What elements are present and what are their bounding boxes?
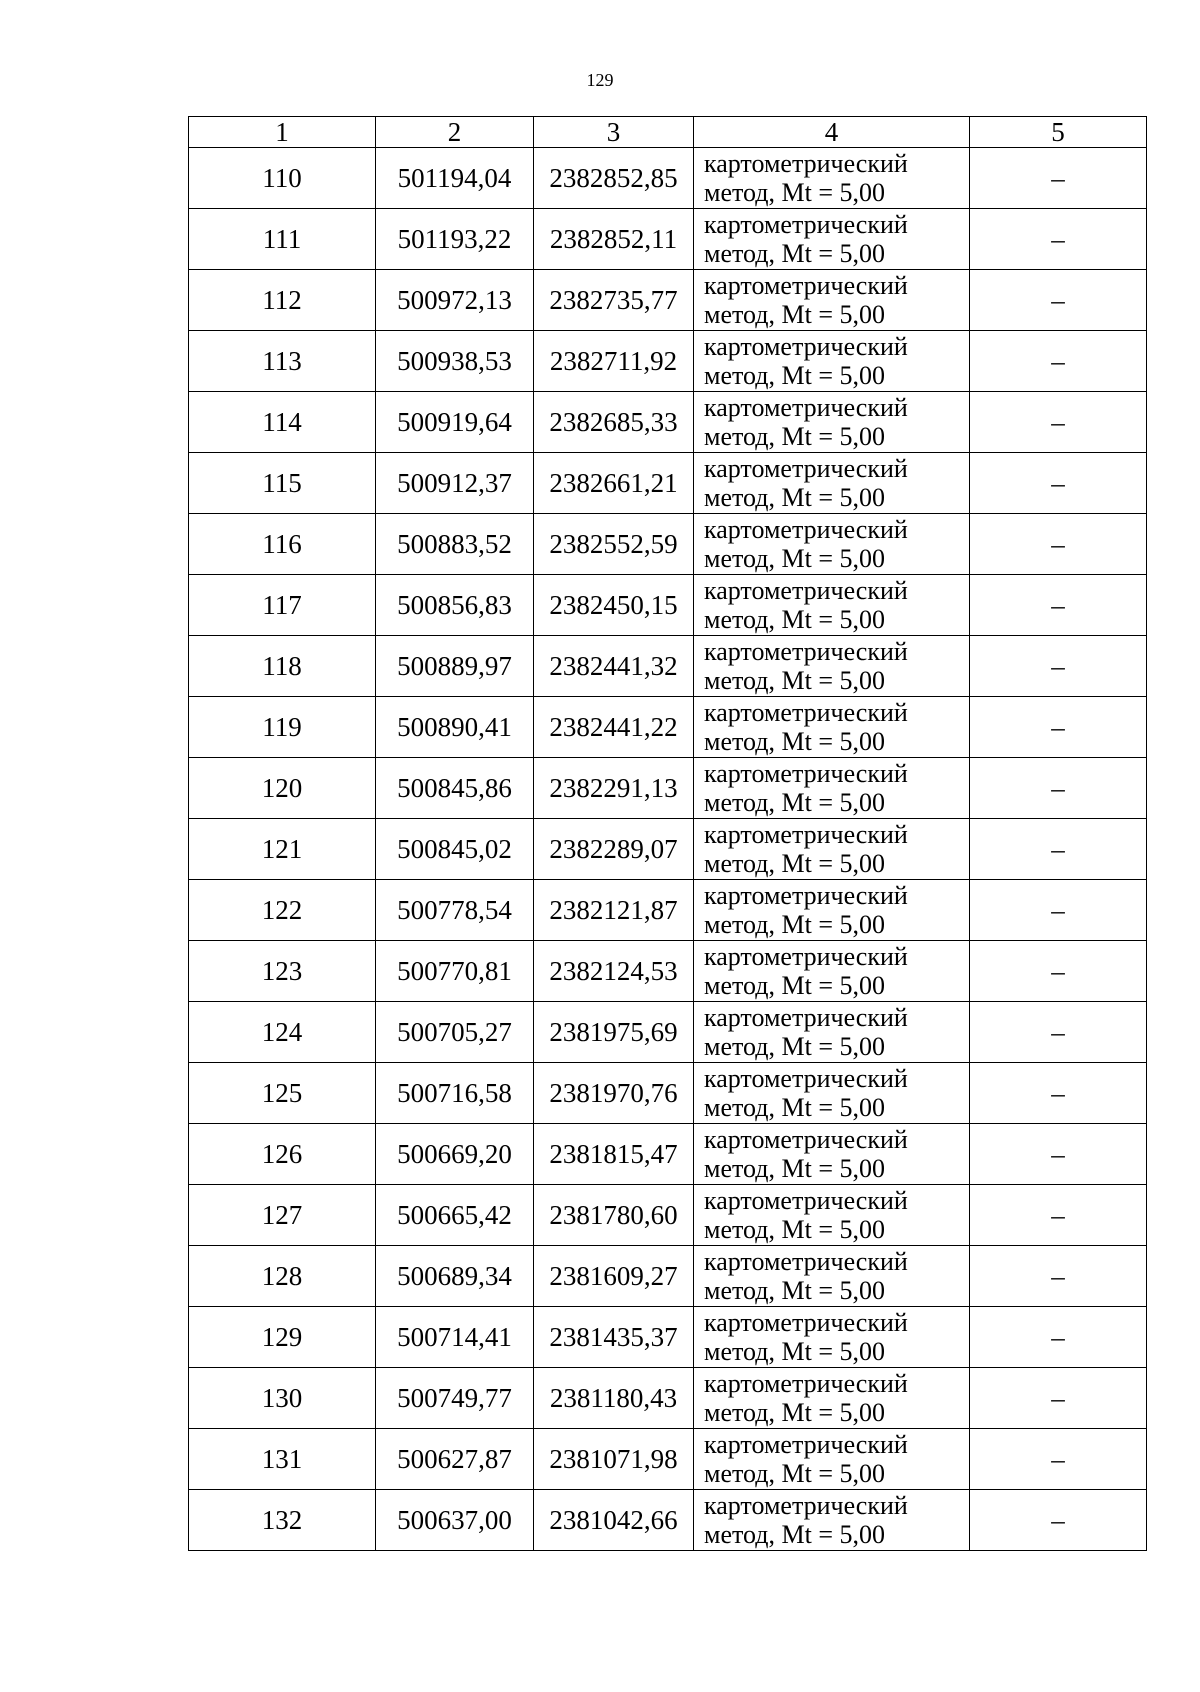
- note-cell: –: [970, 941, 1147, 1002]
- note-cell: –: [970, 575, 1147, 636]
- table-row: [189, 1429, 1147, 1490]
- point-number-cell: 118: [189, 636, 376, 697]
- method-cell: [694, 148, 970, 209]
- y-coordinate-cell: 2381970,76: [534, 1063, 694, 1124]
- method-line-2: метод, Mt = 5,00: [704, 971, 885, 1000]
- table-header: [189, 117, 1147, 148]
- note-cell: –: [970, 1246, 1147, 1307]
- method-line-2: метод, Mt = 5,00: [704, 849, 885, 878]
- y-coordinate-cell: 2381815,47: [534, 1124, 694, 1185]
- method-line-2: метод, Mt = 5,00: [704, 1276, 885, 1305]
- method-line-1: картометрический: [704, 1125, 908, 1154]
- method-line-1: картометрический: [704, 698, 908, 727]
- y-coordinate-cell: 2381435,37: [534, 1307, 694, 1368]
- x-coordinate-cell: 500912,37: [376, 453, 534, 514]
- y-coordinate-cell: 2381071,98: [534, 1429, 694, 1490]
- note-cell: –: [970, 1490, 1147, 1551]
- y-coordinate-cell: 2382441,32: [534, 636, 694, 697]
- table-row: [189, 453, 1147, 514]
- method-line-2: метод, Mt = 5,00: [704, 422, 885, 451]
- table-row: [189, 697, 1147, 758]
- point-number-cell: 123: [189, 941, 376, 1002]
- y-coordinate-cell: 2382450,15: [534, 575, 694, 636]
- note-cell: –: [970, 1368, 1147, 1429]
- y-coordinate-cell: 2382735,77: [534, 270, 694, 331]
- method-cell: [694, 1124, 970, 1185]
- point-number-cell: 120: [189, 758, 376, 819]
- method-cell: [694, 1002, 970, 1063]
- note-cell: –: [970, 758, 1147, 819]
- method-line-1: картометрический: [704, 881, 908, 910]
- method-line-1: картометрический: [704, 271, 908, 300]
- table-body: [189, 148, 1147, 1551]
- method-line-2: метод, Mt = 5,00: [704, 1093, 885, 1122]
- note-cell: –: [970, 392, 1147, 453]
- page-number: 129: [586, 70, 614, 90]
- method-line-2: метод, Mt = 5,00: [704, 1459, 885, 1488]
- method-line-2: метод, Mt = 5,00: [704, 544, 885, 573]
- note-cell: –: [970, 819, 1147, 880]
- method-line-1: картометрический: [704, 1369, 908, 1398]
- method-line-2: метод, Mt = 5,00: [704, 1398, 885, 1427]
- method-cell: [694, 1307, 970, 1368]
- x-coordinate-cell: 500689,34: [376, 1246, 534, 1307]
- y-coordinate-cell: 2382711,92: [534, 331, 694, 392]
- method-line-2: метод, Mt = 5,00: [704, 178, 885, 207]
- x-coordinate-cell: 500749,77: [376, 1368, 534, 1429]
- y-coordinate-cell: 2382291,13: [534, 758, 694, 819]
- table-row: [189, 1124, 1147, 1185]
- method-cell: [694, 758, 970, 819]
- method-cell: [694, 331, 970, 392]
- method-cell: [694, 941, 970, 1002]
- method-cell: [694, 453, 970, 514]
- x-coordinate-cell: 500778,54: [376, 880, 534, 941]
- y-coordinate-cell: 2381609,27: [534, 1246, 694, 1307]
- method-cell: [694, 514, 970, 575]
- y-coordinate-cell: 2382661,21: [534, 453, 694, 514]
- column-header-2: 2: [376, 117, 534, 148]
- y-coordinate-cell: 2381042,66: [534, 1490, 694, 1551]
- note-cell: –: [970, 209, 1147, 270]
- note-cell: –: [970, 1429, 1147, 1490]
- point-number-cell: 128: [189, 1246, 376, 1307]
- point-number-cell: 129: [189, 1307, 376, 1368]
- method-line-2: метод, Mt = 5,00: [704, 1337, 885, 1366]
- method-line-1: картометрический: [704, 1186, 908, 1215]
- note-cell: –: [970, 148, 1147, 209]
- method-line-2: метод, Mt = 5,00: [704, 910, 885, 939]
- method-line-1: картометрический: [704, 1003, 908, 1032]
- table-row: [189, 514, 1147, 575]
- note-cell: –: [970, 880, 1147, 941]
- method-line-1: картометрический: [704, 1247, 908, 1276]
- table-row: [189, 1063, 1147, 1124]
- y-coordinate-cell: 2382685,33: [534, 392, 694, 453]
- y-coordinate-cell: 2382289,07: [534, 819, 694, 880]
- note-cell: –: [970, 697, 1147, 758]
- method-line-1: картометрический: [704, 820, 908, 849]
- method-line-2: метод, Mt = 5,00: [704, 666, 885, 695]
- table-row: [189, 1002, 1147, 1063]
- point-number-cell: 121: [189, 819, 376, 880]
- method-line-2: метод, Mt = 5,00: [704, 1154, 885, 1183]
- y-coordinate-cell: 2381180,43: [534, 1368, 694, 1429]
- x-coordinate-cell: 500716,58: [376, 1063, 534, 1124]
- point-number-cell: 114: [189, 392, 376, 453]
- y-coordinate-cell: 2382441,22: [534, 697, 694, 758]
- note-cell: –: [970, 514, 1147, 575]
- method-cell: [694, 209, 970, 270]
- method-line-2: метод, Mt = 5,00: [704, 300, 885, 329]
- note-cell: –: [970, 1002, 1147, 1063]
- point-number-cell: 111: [189, 209, 376, 270]
- x-coordinate-cell: 500637,00: [376, 1490, 534, 1551]
- note-cell: –: [970, 1063, 1147, 1124]
- table-row: [189, 636, 1147, 697]
- y-coordinate-cell: 2382852,85: [534, 148, 694, 209]
- method-line-2: метод, Mt = 5,00: [704, 1215, 885, 1244]
- note-cell: –: [970, 270, 1147, 331]
- x-coordinate-cell: 500714,41: [376, 1307, 534, 1368]
- point-number-cell: 116: [189, 514, 376, 575]
- y-coordinate-cell: 2381975,69: [534, 1002, 694, 1063]
- point-number-cell: 132: [189, 1490, 376, 1551]
- point-number-cell: 117: [189, 575, 376, 636]
- x-coordinate-cell: 500938,53: [376, 331, 534, 392]
- point-number-cell: 125: [189, 1063, 376, 1124]
- method-line-2: метод, Mt = 5,00: [704, 605, 885, 634]
- method-cell: [694, 1246, 970, 1307]
- point-number-cell: 119: [189, 697, 376, 758]
- x-coordinate-cell: 500890,41: [376, 697, 534, 758]
- method-line-2: метод, Mt = 5,00: [704, 361, 885, 390]
- y-coordinate-cell: 2382552,59: [534, 514, 694, 575]
- method-line-2: метод, Mt = 5,00: [704, 788, 885, 817]
- method-line-1: картометрический: [704, 332, 908, 361]
- point-number-cell: 127: [189, 1185, 376, 1246]
- table-row: [189, 880, 1147, 941]
- x-coordinate-cell: 500919,64: [376, 392, 534, 453]
- point-number-cell: 122: [189, 880, 376, 941]
- point-number-cell: 124: [189, 1002, 376, 1063]
- note-cell: –: [970, 1307, 1147, 1368]
- method-cell: [694, 1368, 970, 1429]
- header-row: [189, 117, 1147, 148]
- note-cell: –: [970, 1185, 1147, 1246]
- point-number-cell: 115: [189, 453, 376, 514]
- point-number-cell: 110: [189, 148, 376, 209]
- table-row: [189, 392, 1147, 453]
- method-cell: [694, 819, 970, 880]
- x-coordinate-cell: 500972,13: [376, 270, 534, 331]
- x-coordinate-cell: 501193,22: [376, 209, 534, 270]
- method-line-1: картометрический: [704, 393, 908, 422]
- table-row: [189, 575, 1147, 636]
- point-number-cell: 113: [189, 331, 376, 392]
- x-coordinate-cell: 500669,20: [376, 1124, 534, 1185]
- method-cell: [694, 1490, 970, 1551]
- method-line-2: метод, Mt = 5,00: [704, 727, 885, 756]
- table-row: [189, 270, 1147, 331]
- y-coordinate-cell: 2382121,87: [534, 880, 694, 941]
- x-coordinate-cell: 500845,86: [376, 758, 534, 819]
- table-row: [189, 1185, 1147, 1246]
- column-header-1: 1: [189, 117, 376, 148]
- x-coordinate-cell: 500705,27: [376, 1002, 534, 1063]
- method-line-1: картометрический: [704, 1491, 908, 1520]
- y-coordinate-cell: 2382124,53: [534, 941, 694, 1002]
- method-cell: [694, 1429, 970, 1490]
- method-cell: [694, 880, 970, 941]
- method-line-1: картометрический: [704, 1430, 908, 1459]
- method-line-2: метод, Mt = 5,00: [704, 239, 885, 268]
- column-header-4: 4: [694, 117, 970, 148]
- note-cell: –: [970, 453, 1147, 514]
- method-line-1: картометрический: [704, 942, 908, 971]
- table-row: [189, 1307, 1147, 1368]
- table-row: [189, 148, 1147, 209]
- method-cell: [694, 392, 970, 453]
- method-line-1: картометрический: [704, 759, 908, 788]
- x-coordinate-cell: 500627,87: [376, 1429, 534, 1490]
- table-row: [189, 1368, 1147, 1429]
- x-coordinate-cell: 500845,02: [376, 819, 534, 880]
- x-coordinate-cell: 500889,97: [376, 636, 534, 697]
- table-row: [189, 941, 1147, 1002]
- coordinates-table: [188, 116, 1147, 1551]
- column-header-3: 3: [534, 117, 694, 148]
- method-cell: [694, 697, 970, 758]
- method-line-1: картометрический: [704, 210, 908, 239]
- method-cell: [694, 1185, 970, 1246]
- column-header-5: 5: [970, 117, 1147, 148]
- method-line-1: картометрический: [704, 454, 908, 483]
- table-row: [189, 209, 1147, 270]
- method-line-1: картометрический: [704, 1064, 908, 1093]
- x-coordinate-cell: 500856,83: [376, 575, 534, 636]
- point-number-cell: 130: [189, 1368, 376, 1429]
- x-coordinate-cell: 500883,52: [376, 514, 534, 575]
- method-cell: [694, 270, 970, 331]
- y-coordinate-cell: 2381780,60: [534, 1185, 694, 1246]
- note-cell: –: [970, 1124, 1147, 1185]
- point-number-cell: 112: [189, 270, 376, 331]
- x-coordinate-cell: 500665,42: [376, 1185, 534, 1246]
- method-line-2: метод, Mt = 5,00: [704, 1520, 885, 1549]
- method-line-2: метод, Mt = 5,00: [704, 1032, 885, 1061]
- method-line-1: картометрический: [704, 637, 908, 666]
- method-line-1: картометрический: [704, 515, 908, 544]
- x-coordinate-cell: 500770,81: [376, 941, 534, 1002]
- table-row: [189, 819, 1147, 880]
- note-cell: –: [970, 331, 1147, 392]
- method-cell: [694, 575, 970, 636]
- table-row: [189, 758, 1147, 819]
- table-row: [189, 1490, 1147, 1551]
- method-line-1: картометрический: [704, 576, 908, 605]
- method-line-1: картометрический: [704, 149, 908, 178]
- note-cell: –: [970, 636, 1147, 697]
- x-coordinate-cell: 501194,04: [376, 148, 534, 209]
- point-number-cell: 126: [189, 1124, 376, 1185]
- y-coordinate-cell: 2382852,11: [534, 209, 694, 270]
- table-row: [189, 1246, 1147, 1307]
- table-row: [189, 331, 1147, 392]
- method-cell: [694, 636, 970, 697]
- method-line-1: картометрический: [704, 1308, 908, 1337]
- method-cell: [694, 1063, 970, 1124]
- method-line-2: метод, Mt = 5,00: [704, 483, 885, 512]
- point-number-cell: 131: [189, 1429, 376, 1490]
